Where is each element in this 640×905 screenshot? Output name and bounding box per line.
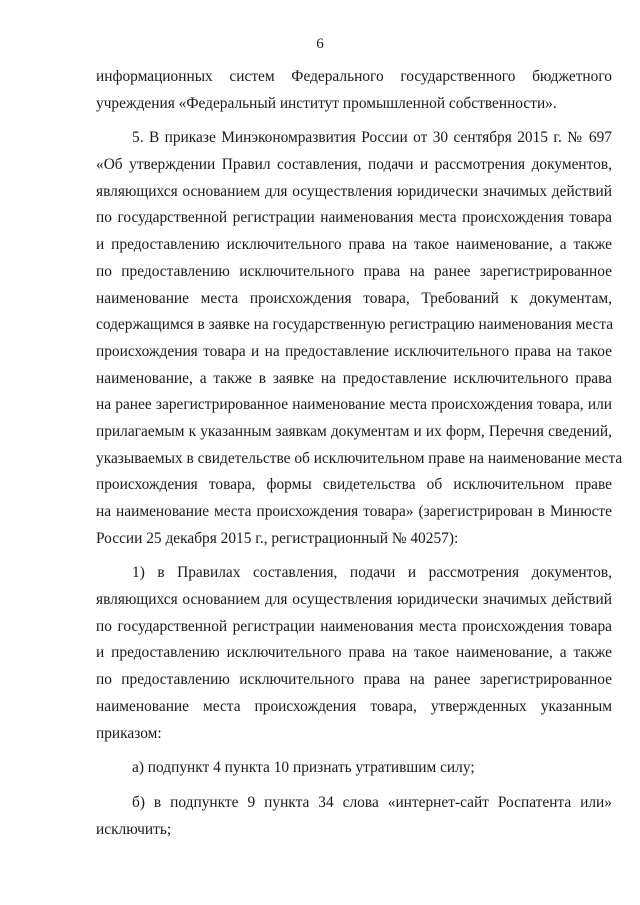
text-line: и предоставлению исключительного права на такое наименование, а также [96,644,612,662]
text-line: приказом: [96,724,162,742]
paragraph-intro [96,64,612,117]
text-line: «Об утверждении Правил составления, подачи и рассмотрения документов, [96,156,612,174]
text-line: учреждения «Федеральный институт промышленной собственности». [96,94,557,112]
text-line: происхождения товара, формы свидетельства об исключительном праве [96,476,612,494]
text-line: по предоставлению исключительного права на ранее зарегистрированное [96,671,612,689]
paragraph-subitem-b [96,790,612,843]
text-line: по государственной регистрации наименования места происхождения товара [96,209,612,227]
text-line: содержащимся в заявке на государственную регистрацию наименования места [96,316,614,334]
paragraph-item-5 [96,125,623,552]
paragraph-subitem-1 [96,560,612,747]
text-line: наименование места происхождения товара, Требований к документам, [96,289,612,307]
text-line: по предоставлению исключительного права на ранее зарегистрированное [96,262,612,280]
paragraph-subitem-a [96,755,612,782]
text-line: на ранее зарегистрированное наименование места происхождения товара, или [96,396,612,414]
page-number: 6 [316,36,324,52]
text-line: и предоставлению исключительного права на такое наименование, а также [96,236,612,254]
text-line: по государственной регистрации наименования места происхождения товара [96,617,612,635]
text-line: информационных систем Федерального государственного бюджетного [96,68,612,85]
text-line: прилагаемым к указанным заявкам документам и их форм, Перечня сведений, [96,422,612,440]
text-line: на наименование места происхождения товара» (зарегистрирован в Минюсте [96,503,612,520]
document-body [96,64,623,843]
text-line: России 25 декабря 2015 г., регистрационный № 40257): [96,529,459,547]
text-line: являющихся основанием для осуществления юридически значимых действий [96,182,612,200]
text-line: б) в подпункте 9 пункта 34 слова «интернет-сайт Роспатента или» [132,793,612,811]
text-line: указываемых в свидетельстве об исключительном праве на наименование места [96,449,623,467]
text-line: 1) в Правилах составления, подачи и рассмотрения документов, [132,564,612,582]
text-line: исключить; [96,820,172,838]
text-line: а) подпункт 4 пункта 10 признать утратившим силу; [132,759,475,777]
text-line: наименование, а также в заявке на предоставление исключительного права [96,369,612,387]
text-line: 5. В приказе Минэкономразвития России от 30 сентября 2015 г. № 697 [132,129,612,147]
text-line: происхождения товара и на предоставление исключительного права на такое [96,342,612,360]
text-line: наименование места происхождения товара, утвержденных указанным [96,697,612,715]
text-line: являющихся основанием для осуществления юридически значимых действий [96,591,612,609]
